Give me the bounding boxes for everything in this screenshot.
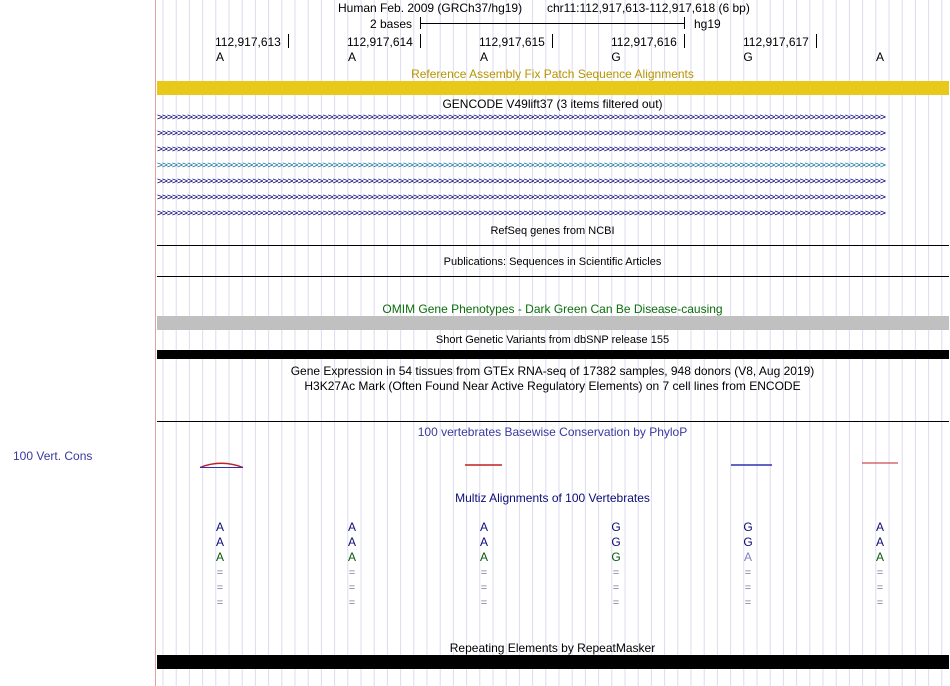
reference-base: A xyxy=(215,50,224,64)
alignment-gap: = xyxy=(876,582,884,594)
scale-db-text: hg19 xyxy=(694,17,721,31)
refseq-gene-line[interactable] xyxy=(157,245,949,246)
alignment-gap: = xyxy=(876,597,884,609)
reference-base: A xyxy=(875,50,884,64)
conservation-label[interactable]: 100 Vert. Cons xyxy=(13,449,93,463)
dbsnp-variant-bar[interactable] xyxy=(157,350,949,359)
track-title: Repeating Elements by RepeatMasker xyxy=(449,641,656,655)
reference-base: A xyxy=(479,50,488,64)
transcript-line[interactable]: >>>>>>>>>>>>>>>>>>>>>>>>>>>>>>>>>>>>>>>>>>>>>>>>>>>>>>>>>>>>>>>>>>>>>>>>>>>>>>>>>>>>>>>>>>>>>>>>>>>>>>>>>>>>>>>>>>>>>>>>>>>>>>>>>>>>>>>>>>>>>>>>> xyxy=(157,177,885,187)
transcript-line[interactable]: >>>>>>>>>>>>>>>>>>>>>>>>>>>>>>>>>>>>>>>>>>>>>>>>>>>>>>>>>>>>>>>>>>>>>>>>>>>>>>>>>>>>>>>>>>>>>>>>>>>>>>>>>>>>>>>>>>>>>>>>>>>>>>>>>>>>>>>>>>>>>>>>> xyxy=(157,161,885,171)
alignment-gap: = xyxy=(348,567,356,579)
alignment-base: A xyxy=(479,520,488,534)
alignment-base: G xyxy=(611,535,621,549)
assembly-text: Human Feb. 2009 (GRCh37/hg19) xyxy=(338,1,523,15)
alignment-gap: = xyxy=(348,597,356,609)
coordinate-tick xyxy=(288,34,289,48)
track-title: Reference Assembly Fix Patch Sequence Alignments xyxy=(411,67,694,81)
coordinate-label: 112,917,613 xyxy=(215,35,281,49)
alignment-gap: = xyxy=(744,567,752,579)
alignment-base: G xyxy=(743,535,753,549)
coordinate-label: 112,917,614 xyxy=(347,35,413,49)
alignment-base: A xyxy=(215,520,224,534)
alignment-base: A xyxy=(479,535,488,549)
alignment-gap: = xyxy=(744,597,752,609)
coordinate-tick xyxy=(816,34,817,48)
alignment-gap: = xyxy=(612,567,620,579)
alignment-gap: = xyxy=(744,582,752,594)
scale-bar-text: 2 bases xyxy=(370,17,413,31)
repeatmasker-bar[interactable] xyxy=(157,655,949,669)
position-text[interactable]: chr11:112,917,613-112,917,618 (6 bp) xyxy=(547,1,750,15)
alignment-base: A xyxy=(215,550,224,564)
track-title: Publications: Sequences in Scientific Articles xyxy=(443,256,662,268)
track-title: Short Genetic Variants from dbSNP release 155 xyxy=(435,334,670,346)
reference-base: G xyxy=(743,50,753,64)
alignment-base: A xyxy=(479,550,488,564)
alignment-gap: = xyxy=(480,582,488,594)
track-title: Multiz Alignments of 100 Vertebrates xyxy=(455,491,650,505)
alignment-gap: = xyxy=(612,597,620,609)
alignment-base: A xyxy=(347,550,356,564)
alignment-gap: = xyxy=(348,582,356,594)
reference-base: A xyxy=(347,50,356,64)
transcript-line[interactable]: >>>>>>>>>>>>>>>>>>>>>>>>>>>>>>>>>>>>>>>>>>>>>>>>>>>>>>>>>>>>>>>>>>>>>>>>>>>>>>>>>>>>>>>>>>>>>>>>>>>>>>>>>>>>>>>>>>>>>>>>>>>>>>>>>>>>>>>>>>>>>>>>> xyxy=(157,129,885,139)
conservation-signal xyxy=(0,455,950,475)
alignment-gap: = xyxy=(216,567,224,579)
alignment-base: A xyxy=(347,520,356,534)
alignment-base: G xyxy=(611,520,621,534)
coordinate-tick xyxy=(684,34,685,48)
alignment-gap: = xyxy=(612,582,620,594)
track-title: OMIM Gene Phenotypes - Dark Green Can Be Disease-causing xyxy=(382,302,723,316)
alignment-base-mismatch: A xyxy=(743,550,752,564)
transcript-line[interactable]: >>>>>>>>>>>>>>>>>>>>>>>>>>>>>>>>>>>>>>>>>>>>>>>>>>>>>>>>>>>>>>>>>>>>>>>>>>>>>>>>>>>>>>>>>>>>>>>>>>>>>>>>>>>>>>>>>>>>>>>>>>>>>>>>>>>>>>>>>>>>>>>>> xyxy=(157,193,885,203)
alignment-gap: = xyxy=(480,597,488,609)
coordinate-tick xyxy=(420,34,421,48)
alignment-base: A xyxy=(875,550,884,564)
alignment-base: A xyxy=(875,520,884,534)
h3k27ac-track-title: H3K27Ac Mark (Often Found Near Active Regulatory Elements) on 7 cell lines from ENCODE xyxy=(304,379,801,393)
transcript-line[interactable]: >>>>>>>>>>>>>>>>>>>>>>>>>>>>>>>>>>>>>>>>>>>>>>>>>>>>>>>>>>>>>>>>>>>>>>>>>>>>>>>>>>>>>>>>>>>>>>>>>>>>>>>>>>>>>>>>>>>>>>>>>>>>>>>>>>>>>>>>>>>>>>>>> xyxy=(157,145,885,155)
alignment-base: G xyxy=(743,520,753,534)
coordinate-label: 112,917,615 xyxy=(479,35,545,49)
transcript-line[interactable]: >>>>>>>>>>>>>>>>>>>>>>>>>>>>>>>>>>>>>>>>>>>>>>>>>>>>>>>>>>>>>>>>>>>>>>>>>>>>>>>>>>>>>>>>>>>>>>>>>>>>>>>>>>>>>>>>>>>>>>>>>>>>>>>>>>>>>>>>>>>>>>>>> xyxy=(157,113,885,123)
reference-base: G xyxy=(611,50,621,64)
gtex-track-title: Gene Expression in 54 tissues from GTEx RNA-seq of 17382 samples, 948 donors (V8, Aug 2019) xyxy=(290,364,815,378)
publication-sequence-line[interactable] xyxy=(157,276,949,277)
h3k27ac-baseline xyxy=(157,421,949,422)
alignment-gap: = xyxy=(480,567,488,579)
alignment-gap: = xyxy=(216,582,224,594)
conservation-peak xyxy=(200,463,243,467)
fix-patch-alignment-bar[interactable] xyxy=(157,81,949,95)
alignment-base: A xyxy=(347,535,356,549)
coordinate-tick xyxy=(552,34,553,48)
alignment-gap: = xyxy=(876,567,884,579)
omim-phenotype-bar[interactable] xyxy=(157,316,949,330)
alignment-gap: = xyxy=(216,597,224,609)
alignment-base: A xyxy=(875,535,884,549)
track-title: GENCODE V49lift37 (3 items filtered out) xyxy=(442,97,663,111)
transcript-line[interactable]: >>>>>>>>>>>>>>>>>>>>>>>>>>>>>>>>>>>>>>>>>>>>>>>>>>>>>>>>>>>>>>>>>>>>>>>>>>>>>>>>>>>>>>>>>>>>>>>>>>>>>>>>>>>>>>>>>>>>>>>>>>>>>>>>>>>>>>>>>>>>>>>>> xyxy=(157,209,885,219)
alignment-base: G xyxy=(611,550,621,564)
alignment-base: A xyxy=(215,535,224,549)
track-title: 100 vertebrates Basewise Conservation by PhyloP xyxy=(417,425,688,439)
track-title: RefSeq genes from NCBI xyxy=(490,225,615,237)
coordinate-label: 112,917,617 xyxy=(743,35,809,49)
coordinate-label: 112,917,616 xyxy=(611,35,677,49)
